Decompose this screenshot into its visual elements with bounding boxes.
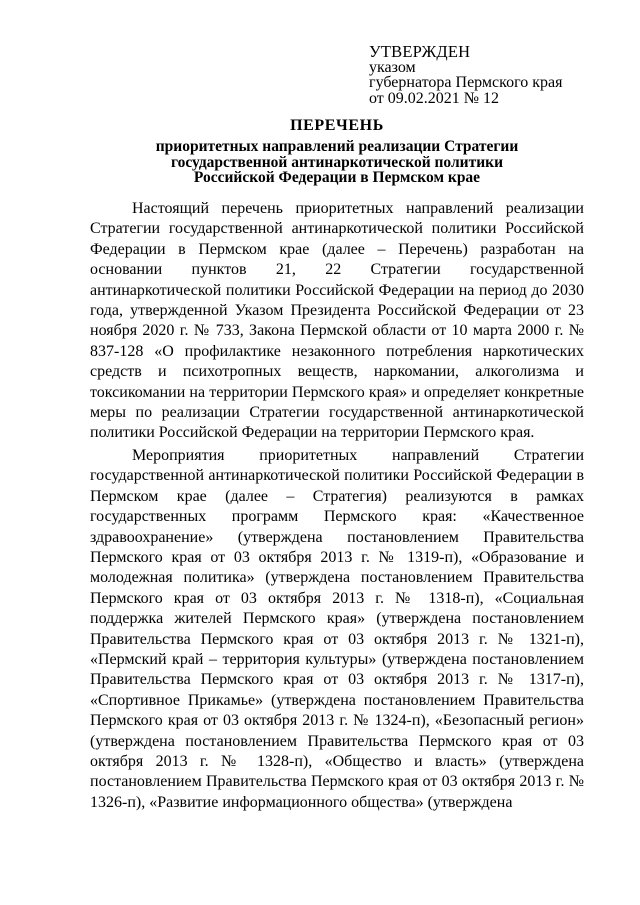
document-subtitle <box>90 139 584 186</box>
body-paragraph-1: Настоящий перечень приоритетных направлений реализации Стратегии государственной антинаркотической политики Российской Федерации в Пермском крае (далее – Перечень) разработан на основании пунктов 21, 22 Стратегии государственной антинаркотической политики Российской Федерации на период до 2030 года, утвержденной Указом Президента Российской Федерации от 23 ноября 2020 г. № 733, Закона Пермской области от 10 марта 2000 г. № 837-128 «О профилактике незаконного потребления наркотических средств и психотропных веществ, наркомании, алкоголизма и токсикомании на территории Пермского края» и определяет конкретные меры по реализации Стратегии государственной антинаркотической политики Российской Федерации на территории Пермского края. <box>90 200 584 442</box>
body-paragraph-2: Мероприятия приоритетных направлений Стратегии государственной антинаркотической политики Российской Федерации в Пермском крае (далее – Стратегия) реализуются в рамках государственных программ Пермского края: «Качественное здравоохранение» (утверждена постановлением Правительства Пермского края от 03 октября 2013 г. № 1319-п), «Образование и молодежная политика» (утверждена постановлением Правительства Пермского края от 03 октября 2013 г. № 1318-п), «Социальная поддержка жителей Пермского края» (утверждена постановлением Правительства Пермского края от 03 октября 2013 г. № 1321-п), «Пермский край – территория культуры» (утверждена постановлением Правительства Пермского края от 03 октября 2013 г. № 1317-п), «Спортивное Прикамье» (утверждена постановлением Правительства Пермского края от 03 октября 2013 г. № 1324-п), «Безопасный регион» (утверждена постановлением Правительства Пермского края от 03 октября 2013 г. № 1328-п), «Общество и власть» (утверждена постановлением Правительства Пермского края от 03 октября 2013 г. № 1326-п), «Развитие информационного общества» (утверждена <box>90 446 584 811</box>
approval-heading: УТВЕРЖДЕН <box>369 42 471 61</box>
approval-governor-line: губернатора Пермского края <box>369 74 563 91</box>
approval-stamp <box>369 44 609 106</box>
approval-date-number: от 09.02.2021 № 12 <box>369 89 500 107</box>
document-title: ПЕРЕЧЕНЬ <box>290 117 384 134</box>
subtitle-line-2: государственной антинаркотической политики <box>170 153 504 171</box>
approval-decree-word: указом <box>369 58 416 76</box>
subtitle-line-1: приоритетных направлений реализации Стратегии <box>155 138 519 155</box>
subtitle-line-3: Российской Федерации в Пермском крае <box>193 169 481 186</box>
document-body <box>90 199 584 815</box>
